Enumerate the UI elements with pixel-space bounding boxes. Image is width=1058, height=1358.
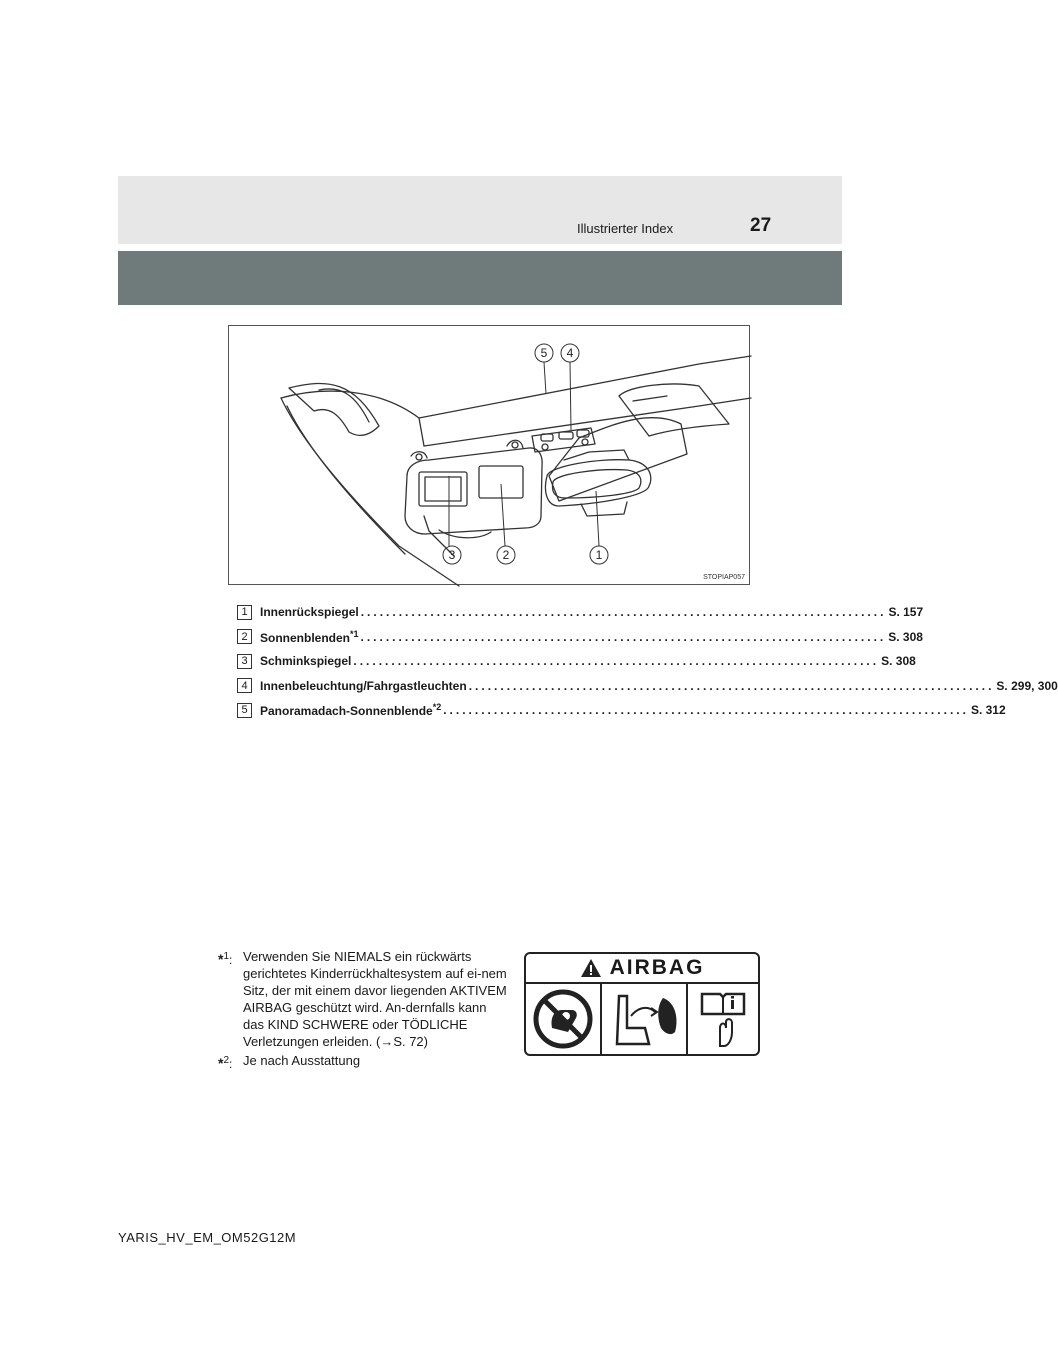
airbag-title: AIRBAG [609, 956, 705, 979]
document-code: YARIS_HV_EM_OM52G12M [118, 1230, 297, 1245]
index-item-3 [237, 649, 916, 674]
leader-dots: ................................................................................... [468, 678, 995, 693]
read-manual-icon [688, 984, 758, 1054]
footnote-2 [218, 1052, 508, 1069]
leader-dots: ................................................................................... [443, 703, 969, 718]
footnote-mark: *$^2$: [218, 1055, 233, 1071]
airbag-deploy-icon [602, 984, 688, 1054]
item-number: 5 [237, 703, 252, 718]
callout-2: 2 [502, 548, 510, 562]
page-reference[interactable]: S. 308 [888, 629, 923, 644]
airbag-warning-label [524, 952, 760, 1056]
item-number: 2 [237, 629, 252, 644]
figure-code: STOPIAP057 [703, 574, 745, 581]
callout-1: 1 [595, 548, 603, 562]
callout-4: 4 [566, 346, 574, 360]
item-label: Schminkspiegel [260, 654, 352, 669]
airbag-label-pictograms [526, 984, 758, 1054]
footnote-ref: *2 [432, 702, 442, 713]
item-label: Innenbeleuchtung/Fahrgastleuchten [260, 678, 467, 693]
index-item-1 [237, 600, 924, 625]
section-name: Illustrierter Index [577, 221, 674, 236]
index-item-5 [237, 698, 1006, 723]
page-reference[interactable]: S. 308 [881, 654, 916, 669]
footnote-mark: *$^1$: [218, 951, 233, 967]
header-band [118, 176, 842, 244]
page-reference[interactable]: S. 312 [970, 703, 1006, 718]
callout-3: 3 [448, 548, 456, 562]
leader-dots: ................................................................................... [360, 629, 887, 644]
roof-console-drawing [229, 326, 751, 586]
page-number: 27 [750, 215, 772, 236]
leader-dots: ................................................................................... [360, 605, 887, 620]
warning-triangle-icon [580, 958, 602, 978]
item-label: Sonnenblenden$^{*1}$ [260, 628, 359, 645]
section-title-bar [118, 251, 842, 305]
item-label: Panoramadach-Sonnenblende$^{*2}$ [260, 702, 442, 719]
item-number: 3 [237, 654, 252, 669]
footnotes [218, 948, 508, 1071]
footnote-text: Je nach Ausstattung [243, 1053, 361, 1068]
footnote-ref: *1 [350, 628, 359, 639]
item-number: 1 [237, 605, 252, 620]
item-number: 4 [237, 678, 252, 693]
page-reference[interactable]: S. 299, 300 [996, 678, 1058, 693]
item-label: Innenrückspiegel [260, 605, 359, 620]
interior-illustration [228, 325, 750, 585]
footnote-text: Verwenden Sie NIEMALS ein rückwärts gerichtetes Kinderrückhaltesystem auf ei-nem Sitz, der mit einem davor liegenden AKTIVEM AIRBAG geschützt wird. An-dernfalls kann das KIND SCHWERE oder TÖDLICHE Verletzungen erleiden. (→S. 72) [243, 949, 507, 1049]
index-item-2 [237, 625, 923, 650]
index-item-4 [237, 674, 1058, 699]
no-rear-facing-child-seat-icon [526, 984, 602, 1054]
index-list [237, 600, 1058, 723]
page-reference[interactable]: S. 157 [888, 605, 924, 620]
callout-5: 5 [540, 346, 548, 360]
footnote-1 [218, 948, 508, 1050]
airbag-label-header [526, 954, 758, 984]
leader-dots: ................................................................................... [353, 654, 880, 669]
